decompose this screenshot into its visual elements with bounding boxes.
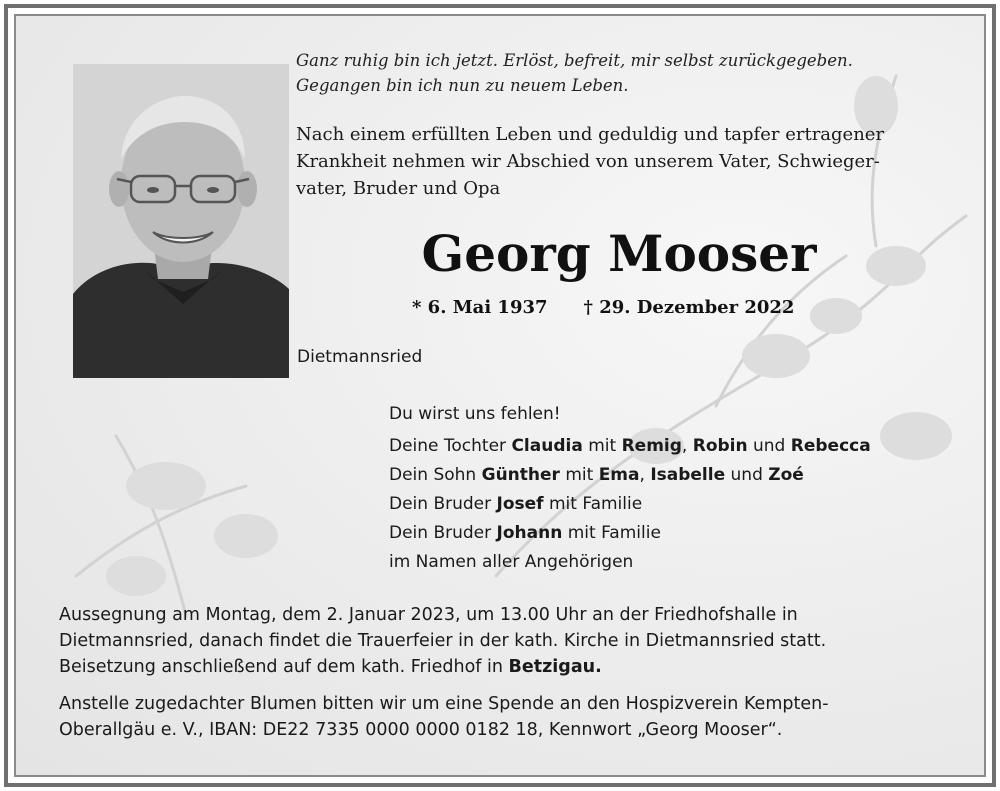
donation-info — [59, 691, 829, 743]
quote-line-1: Ganz ruhig bin ich jetzt. Erlöst, befreit, mir selbst zurückgegeben. — [296, 51, 853, 70]
deceased-name: Georg Mooser — [421, 224, 817, 283]
mourners-list — [389, 400, 871, 577]
funeral-service-info — [59, 602, 826, 680]
place-of-residence: Dietmannsried — [297, 347, 423, 367]
mourner-brother-johann: Dein Bruder Johann mit Familie — [389, 523, 661, 543]
service-line-3: Beisetzung anschließend auf dem kath. Friedhof in Betzigau. — [59, 657, 602, 677]
announcement-line-1: Nach einem erfüllten Leben und geduldig und tapfer ertragener — [296, 124, 885, 145]
birth-date: * 6. Mai 1937 — [412, 297, 548, 318]
portrait-illustration — [73, 64, 289, 378]
announcement-text — [296, 121, 884, 202]
donation-line-2: Oberallgäu e. V., IBAN: DE22 7335 0000 0000 0182 18, Kennwort „Georg Mooser“. — [59, 720, 783, 740]
donation-line-1: Anstelle zugedachter Blumen bitten wir um eine Spende an den Hospizverein Kempten- — [59, 694, 829, 714]
quote-line-2: Gegangen bin ich nun zu neuem Leben. — [296, 76, 629, 95]
mourners-all-relatives: im Namen aller Angehörigen — [389, 552, 634, 572]
life-dates — [412, 295, 794, 321]
farewell-line: Du wirst uns fehlen! — [389, 404, 561, 424]
service-line-2: Dietmannsried, danach findet die Trauerfeier in der kath. Kirche in Dietmannsried statt. — [59, 631, 827, 651]
death-date: † 29. Dezember 2022 — [583, 297, 795, 318]
memorial-quote — [296, 48, 853, 98]
portrait-photo — [73, 64, 289, 378]
mourner-son: Dein Sohn Günther mit Ema, Isabelle und Zoé — [389, 465, 804, 485]
announcement-line-2: Krankheit nehmen wir Abschied von unserem Vater, Schwieger- — [296, 151, 880, 172]
mourner-brother-josef: Dein Bruder Josef mit Familie — [389, 494, 643, 514]
service-line-1: Aussegnung am Montag, dem 2. Januar 2023, um 13.00 Uhr an der Friedhofshalle in — [59, 605, 798, 625]
announcement-line-3: vater, Bruder und Opa — [296, 178, 501, 199]
mourner-daughter: Deine Tochter Claudia mit Remig, Robin und Rebecca — [389, 436, 871, 456]
